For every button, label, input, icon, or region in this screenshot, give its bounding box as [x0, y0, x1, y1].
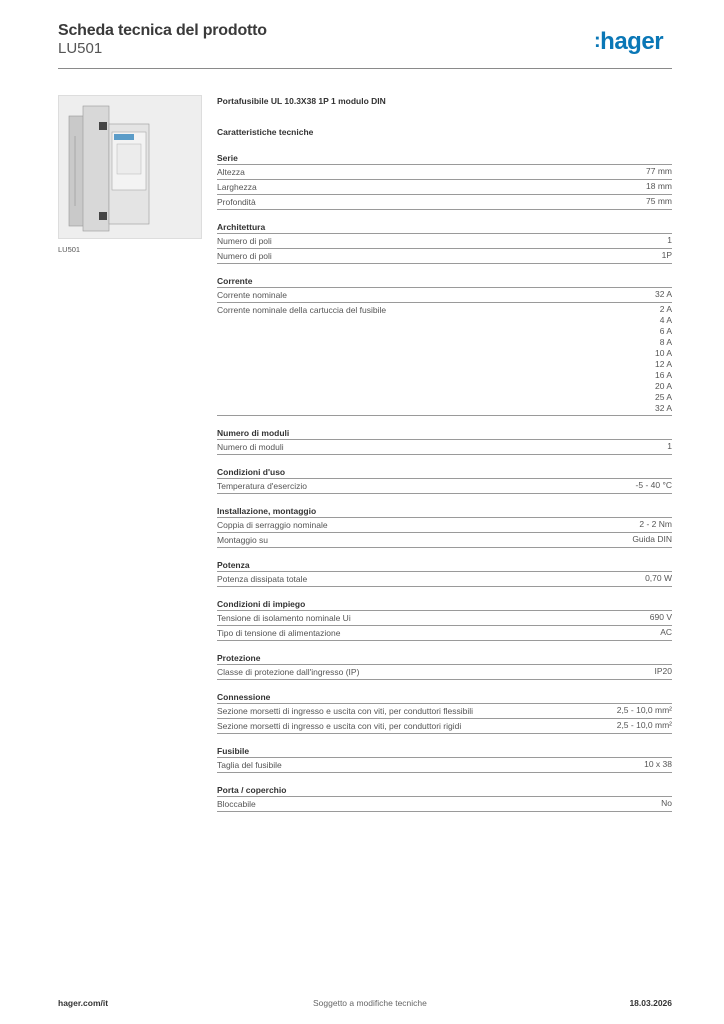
spec-row-value: 4 A — [659, 315, 672, 325]
spec-row-label: Profondità — [217, 197, 256, 207]
spec-row-value: 32 A — [654, 403, 672, 413]
spec-row-value: 10 A — [654, 348, 672, 358]
spec-row-value: 32 A — [654, 289, 672, 299]
spec-row-value: 2 - 2 Nm — [639, 519, 672, 529]
spec-group — [217, 598, 672, 641]
fuse-window — [117, 144, 141, 174]
spec-row-value: No — [661, 798, 672, 808]
spec-row-value: 20 A — [654, 381, 672, 391]
spec-row-value: 690 V — [649, 612, 672, 622]
spec-row-label: Corrente nominale — [217, 290, 287, 300]
spec-row-values — [617, 705, 672, 716]
spec-row-values — [650, 612, 672, 623]
hager-logo — [594, 27, 663, 57]
spec-row-label: Sezione morsetti di ingresso e uscita con viti, per conduttori rigidi — [217, 721, 462, 731]
spec-row — [217, 665, 672, 680]
spec-group — [217, 505, 672, 548]
spec-row-values — [667, 235, 672, 246]
spec-row-value: 8 A — [659, 337, 672, 347]
spec-row-value: 12 A — [654, 359, 672, 369]
spec-group — [217, 652, 672, 680]
spec-group-title: Condizioni di impiego — [217, 598, 672, 611]
footer-date: 18.03.2026 — [629, 998, 672, 1008]
product-code: LU501 — [58, 40, 103, 57]
spec-row — [217, 719, 672, 734]
image-caption: LU501 — [58, 245, 81, 254]
footer-note: Soggetto a modifiche tecniche — [313, 998, 427, 1008]
spec-row-value: 18 mm — [646, 181, 672, 191]
spec-row — [217, 249, 672, 264]
spec-row-values — [655, 289, 672, 300]
spec-row-value: Guida DIN — [632, 534, 672, 544]
spec-row-value: 77 mm — [646, 166, 672, 176]
spec-row-label: Corrente nominale della cartuccia del fusibile — [217, 305, 387, 315]
spec-row-values — [661, 798, 672, 809]
spec-row-values — [636, 480, 672, 491]
spec-row-values — [660, 627, 672, 638]
spec-row-label: Tensione di isolamento nominale Ui — [217, 613, 351, 623]
spec-row-values — [662, 250, 672, 261]
spec-row-value: 1 — [667, 441, 672, 451]
spec-row-label: Altezza — [217, 167, 245, 177]
spec-group-title: Connessione — [217, 691, 672, 704]
spec-row-values — [644, 759, 672, 770]
spec-row-label: Larghezza — [217, 182, 257, 192]
spec-row-label: Numero di poli — [217, 236, 272, 246]
spec-row-value: 6 A — [659, 326, 672, 336]
spec-row-value: IP20 — [654, 666, 672, 676]
spec-row-value: 2,5 - 10,0 mm² — [616, 720, 672, 730]
spec-group-title: Serie — [217, 152, 672, 165]
terminal-top — [99, 122, 107, 130]
spec-group-title: Corrente — [217, 275, 672, 288]
spec-row-label: Sezione morsetti di ingresso e uscita con viti, per conduttori flessibili — [217, 706, 474, 716]
spec-row-value: 1 — [667, 235, 672, 245]
spec-row-values — [632, 534, 672, 545]
spec-group — [217, 221, 672, 264]
spec-row — [217, 440, 672, 455]
spec-row-label: Numero di moduli — [217, 442, 284, 452]
spec-heading: Caratteristiche tecniche — [217, 127, 314, 137]
spec-group — [217, 275, 672, 416]
spec-row — [217, 518, 672, 533]
spec-row-value: 0,70 W — [645, 573, 672, 583]
spec-group-title: Fusibile — [217, 745, 672, 758]
spec-row-label: Coppia di serraggio nominale — [217, 520, 328, 530]
spec-row-label: Taglia del fusibile — [217, 760, 282, 770]
spec-row — [217, 195, 672, 210]
spec-row-value: 75 mm — [646, 196, 672, 206]
spec-group — [217, 427, 672, 455]
spec-row — [217, 479, 672, 494]
spec-row-label: Classe di protezione dall'ingresso (IP) — [217, 667, 360, 677]
spec-row-label: Numero di poli — [217, 251, 272, 261]
spec-row-value: 2 A — [659, 304, 672, 314]
spec-row — [217, 165, 672, 180]
spec-row — [217, 533, 672, 548]
spec-row — [217, 704, 672, 719]
page-title: Scheda tecnica del prodotto — [58, 22, 267, 39]
spec-groups — [217, 152, 672, 812]
fuse-holder-illustration — [59, 96, 201, 238]
spec-row-value: 1P — [661, 250, 672, 260]
spec-row — [217, 572, 672, 587]
header-divider — [58, 68, 672, 69]
fuse-label — [114, 134, 134, 140]
spec-section — [217, 95, 672, 812]
spec-group-title: Installazione, montaggio — [217, 505, 672, 518]
spec-row — [217, 797, 672, 812]
spec-row-label: Montaggio su — [217, 535, 269, 545]
spec-group-title: Numero di moduli — [217, 427, 672, 440]
logo-colon-mark: : — [594, 30, 601, 52]
spec-row-label: Tipo di tensione di alimentazione — [217, 628, 341, 638]
spec-row — [217, 611, 672, 626]
spec-row-values — [646, 166, 672, 177]
spec-row-values — [639, 519, 672, 530]
spec-group — [217, 784, 672, 812]
spec-row-label: Temperatura d'esercizio — [217, 481, 307, 491]
spec-row — [217, 626, 672, 641]
spec-row-label: Bloccabile — [217, 799, 256, 809]
spec-group-title: Porta / coperchio — [217, 784, 672, 797]
terminal-bottom — [99, 212, 107, 220]
spec-row-value: 16 A — [654, 370, 672, 380]
spec-row — [217, 303, 672, 416]
spec-row-values — [646, 181, 672, 192]
spec-row — [217, 288, 672, 303]
logo-text: hager — [600, 28, 664, 55]
spec-group-title: Potenza — [217, 559, 672, 572]
spec-group-title: Condizioni d'uso — [217, 466, 672, 479]
spec-row-value: 10 x 38 — [644, 759, 672, 769]
spec-group-title: Protezione — [217, 652, 672, 665]
spec-row-value: -5 - 40 °C — [635, 480, 672, 490]
spec-row-values — [655, 304, 672, 414]
spec-row-values — [655, 666, 673, 677]
spec-group — [217, 745, 672, 773]
spec-group — [217, 152, 672, 210]
spec-row-label: Potenza dissipata totale — [217, 574, 308, 584]
spec-row-values — [667, 441, 672, 452]
spec-row-value: AC — [660, 627, 672, 637]
spec-row — [217, 234, 672, 249]
spec-group — [217, 691, 672, 734]
spec-row — [217, 180, 672, 195]
spec-group — [217, 466, 672, 494]
spec-group-title: Architettura — [217, 221, 672, 234]
product-image — [58, 95, 202, 239]
spec-row-values — [646, 196, 672, 207]
product-name: Portafusibile UL 10.3X38 1P 1 modulo DIN — [217, 96, 386, 106]
spec-row-values — [617, 720, 672, 731]
spec-row-value: 2,5 - 10,0 mm² — [616, 705, 672, 715]
spec-row — [217, 758, 672, 773]
spec-row-values — [645, 573, 672, 584]
footer-website: hager.com/it — [58, 998, 109, 1008]
spec-row-value: 25 A — [654, 392, 672, 402]
spec-group — [217, 559, 672, 587]
